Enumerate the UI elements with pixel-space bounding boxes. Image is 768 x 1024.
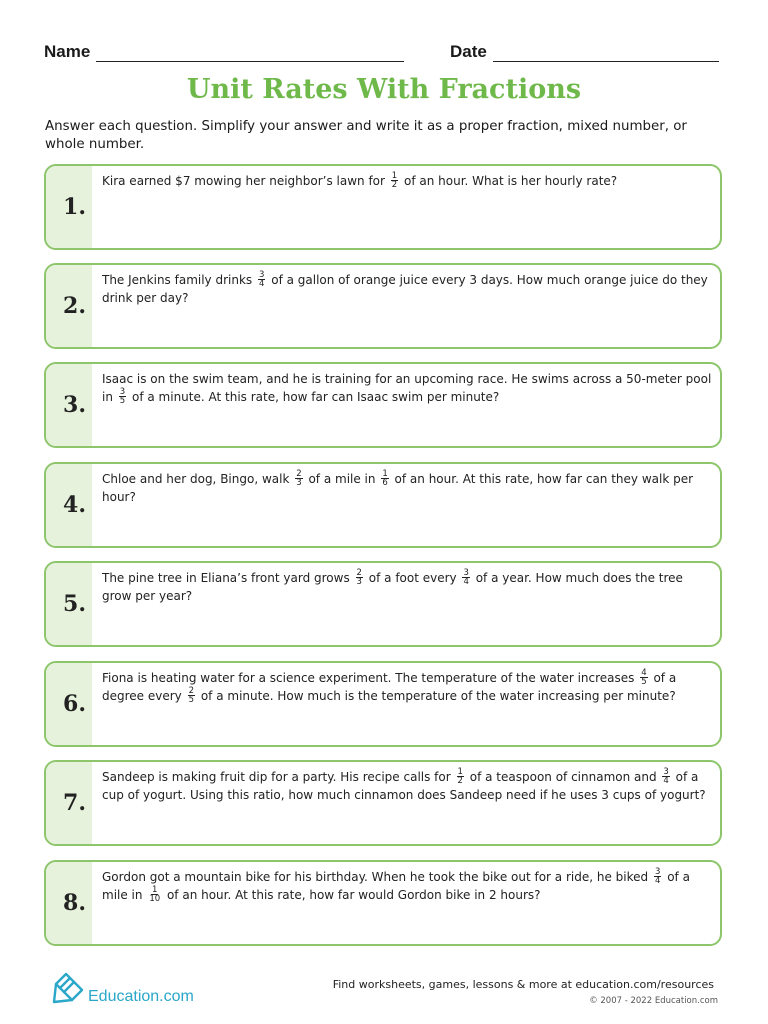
question-text-segment: of a mile in [102, 870, 690, 902]
answer-area[interactable] [102, 615, 712, 641]
question-text-segment: Kira earned $7 mowing her neighbor’s lawn for [102, 174, 389, 188]
question-text-segment: of an hour. What is her hourly rate? [400, 174, 618, 188]
answer-area[interactable] [102, 814, 712, 840]
fraction-numerator: 2 [356, 568, 362, 578]
fraction-numerator: 3 [463, 568, 469, 578]
question-card [44, 860, 722, 946]
question-card [44, 561, 722, 647]
name-date-header [44, 42, 724, 66]
fraction-numerator: 1 [382, 469, 388, 479]
question-number: 6. [63, 691, 86, 717]
question-text-segment: The pine tree in Eliana’s front yard grows [102, 571, 354, 585]
question-text [102, 271, 712, 307]
fraction-denominator: 3 [296, 478, 302, 488]
logo-text: Education.com [88, 988, 194, 1005]
fraction-denominator: 4 [258, 279, 265, 289]
education-pencil-icon [52, 972, 86, 1008]
fraction-denominator: 5 [641, 677, 647, 687]
fraction-denominator: 4 [463, 577, 469, 587]
question-text-segment: Chloe and her dog, Bingo, walk [102, 472, 294, 486]
fraction [188, 687, 195, 704]
question-text-segment: Gordon got a mountain bike for his birthday. When he took the bike out for a ride, he biked [102, 870, 652, 884]
question-card [44, 362, 722, 448]
fraction [148, 886, 161, 903]
question-card [44, 462, 722, 548]
question-text [102, 768, 712, 804]
answer-area[interactable] [102, 715, 712, 741]
fraction [258, 271, 265, 288]
fraction-numerator: 3 [654, 867, 661, 877]
question-text-segment: of a degree every [102, 671, 677, 703]
fraction-denominator: 5 [119, 396, 126, 406]
question-text-segment: Sandeep is making fruit dip for a party. His recipe calls for [102, 770, 455, 784]
question-number: 5. [63, 591, 86, 617]
name-field[interactable] [96, 61, 404, 62]
fraction-denominator: 2 [391, 180, 398, 190]
answer-area[interactable] [102, 416, 712, 442]
answer-area[interactable] [102, 218, 712, 244]
fraction-numerator: 3 [663, 767, 669, 777]
question-card [44, 760, 722, 846]
fraction-numerator: 1 [152, 885, 158, 895]
fraction [391, 172, 398, 189]
footer-copyright: © 2007 - 2022 Education.com [589, 996, 718, 1006]
question-number: 7. [63, 790, 86, 816]
fraction-denominator: 5 [188, 695, 195, 705]
question-text-segment: of a gallon of orange juice every 3 days. How much orange juice do they drink per day? [102, 273, 708, 305]
fraction [462, 569, 469, 586]
fraction-denominator: 3 [356, 577, 362, 587]
question-card [44, 164, 722, 250]
fraction-denominator: 4 [663, 776, 669, 786]
question-text-segment: of a minute. At this rate, how far can Isaac swim per minute? [128, 390, 500, 404]
question-card [44, 263, 722, 349]
fraction-numerator: 4 [641, 668, 647, 678]
date-label: Date [450, 42, 487, 61]
question-text-segment: of a cup of yogurt. Using this ratio, how much cinnamon does Sandeep need if he uses 3 cups of yogurt? [102, 770, 706, 802]
answer-area[interactable] [102, 914, 712, 940]
question-text [102, 470, 712, 506]
fraction [640, 669, 647, 686]
question-text-segment: Isaac is on the swim team, and he is training for an upcoming race. He swims across a 50-meter pool in [102, 372, 712, 404]
question-text-segment: of an hour. At this rate, how far can they walk per hour? [102, 472, 694, 504]
question-text-segment: of a year. How much does the tree grow per year? [102, 571, 683, 603]
footer-tagline: Find worksheets, games, lessons & more at education.com/resources [332, 978, 714, 991]
fraction-denominator: 4 [654, 876, 661, 886]
answer-area[interactable] [102, 317, 712, 343]
answer-area[interactable] [102, 516, 712, 542]
question-text-segment: of an hour. At this rate, how far would Gordon bike in 2 hours? [163, 888, 541, 902]
question-text [102, 370, 712, 406]
fraction-numerator: 3 [258, 270, 265, 280]
question-text [102, 172, 712, 190]
question-number: 2. [63, 293, 86, 319]
question-text-segment: The Jenkins family drinks [102, 273, 256, 287]
question-text-segment: of a mile in [304, 472, 380, 486]
name-label: Name [44, 42, 91, 61]
fraction-numerator: 1 [457, 767, 463, 777]
fraction-numerator: 3 [119, 387, 126, 397]
question-text [102, 669, 712, 705]
fraction [654, 868, 661, 885]
question-number: 1. [63, 194, 86, 220]
fraction-denominator: 2 [457, 776, 463, 786]
question-text-segment: of a minute. How much is the temperature of the water increasing per minute? [197, 689, 676, 703]
question-text [102, 569, 712, 605]
question-text-segment: Fiona is heating water for a science experiment. The temperature of the water increases [102, 671, 639, 685]
fraction [457, 768, 464, 785]
education-logo [52, 972, 194, 1008]
page-title: Unit Rates With Fractions [186, 74, 582, 105]
fraction-denominator: 6 [382, 478, 388, 488]
date-field[interactable] [493, 61, 719, 62]
question-number: 3. [63, 392, 86, 418]
question-card [44, 661, 722, 747]
fraction-denominator: 10 [149, 894, 161, 904]
question-text-segment: of a teaspoon of cinnamon and [465, 770, 661, 784]
question-text [102, 868, 712, 904]
fraction [356, 569, 363, 586]
fraction [295, 470, 302, 487]
fraction [662, 768, 669, 785]
fraction-numerator: 1 [391, 171, 398, 181]
question-number: 4. [63, 492, 86, 518]
fraction [381, 470, 388, 487]
question-text-segment: of a foot every [364, 571, 461, 585]
fraction [119, 388, 126, 405]
instructions: Answer each question. Simplify your answer and write it as a proper fraction, mixed number, or whole number. [45, 119, 687, 152]
fraction-numerator: 2 [188, 686, 195, 696]
question-number: 8. [63, 890, 86, 916]
fraction-numerator: 2 [296, 469, 302, 479]
